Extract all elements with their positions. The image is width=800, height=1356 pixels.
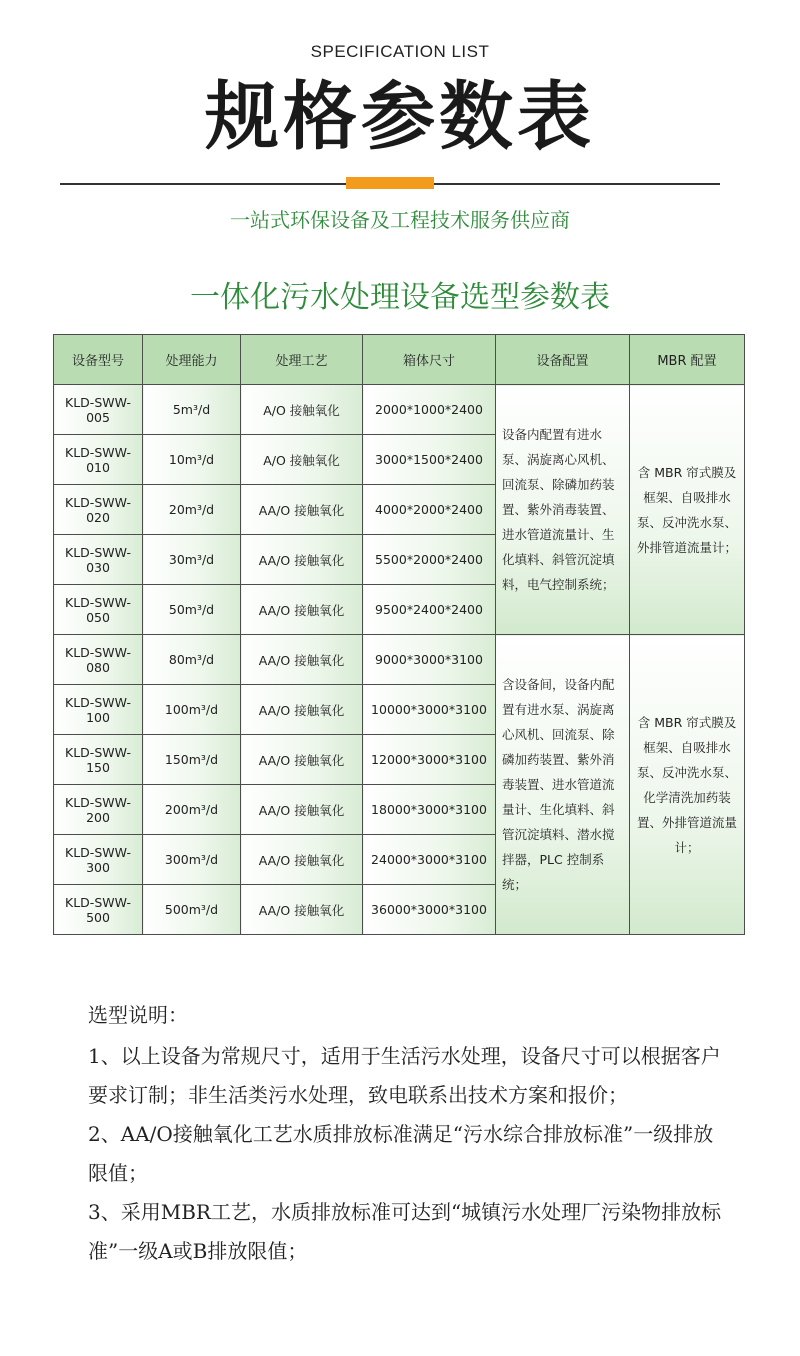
cell-model: KLD-SWW-200 (54, 785, 143, 835)
cell-process: AA/O 接触氧化 (241, 835, 363, 885)
cell-size: 3000*1500*2400 (363, 435, 496, 485)
cell-model: KLD-SWW-005 (54, 385, 143, 435)
selection-notes (88, 996, 728, 1271)
cell-size: 4000*2000*2400 (363, 485, 496, 535)
cell-model: KLD-SWW-500 (54, 885, 143, 935)
column-header-capacity: 处理能力 (143, 335, 241, 385)
cell-process: AA/O 接触氧化 (241, 735, 363, 785)
column-header-model: 设备型号 (54, 335, 143, 385)
cell-process: AA/O 接触氧化 (241, 785, 363, 835)
cell-process: AA/O 接触氧化 (241, 685, 363, 735)
cell-size: 9000*3000*3100 (363, 635, 496, 685)
cell-process: A/O 接触氧化 (241, 385, 363, 435)
column-header-process: 处理工艺 (241, 335, 363, 385)
cell-model: KLD-SWW-020 (54, 485, 143, 535)
cell-size: 2000*1000*2400 (363, 385, 496, 435)
column-header-mbr: MBR 配置 (630, 335, 745, 385)
cell-capacity: 150m³/d (143, 735, 241, 785)
cell-capacity: 80m³/d (143, 635, 241, 685)
cell-capacity: 100m³/d (143, 685, 241, 735)
cell-capacity: 200m³/d (143, 785, 241, 835)
note-item: 3、采用MBR工艺，水质排放标准可达到“城镇污水处理厂污染物排放标准”一级A或B排放限值； (88, 1200, 722, 1263)
cell-model: KLD-SWW-050 (54, 585, 143, 635)
cell-size: 9500*2400*2400 (363, 585, 496, 635)
note-item: 2、AA/O接触氧化工艺水质排放标准满足“污水综合排放标准”一级排放限值； (88, 1122, 714, 1185)
cell-capacity: 5m³/d (143, 385, 241, 435)
cell-process: AA/O 接触氧化 (241, 885, 363, 935)
table-header-row (54, 335, 745, 385)
cell-mbr-group-2: 含 MBR 帘式膜及框架、自吸排水泵、反冲洗水泵、化学清洗加药装置、外排管道流量计； (630, 635, 745, 935)
column-header-size: 箱体尺寸 (363, 335, 496, 385)
cell-size: 18000*3000*3100 (363, 785, 496, 835)
cell-config-group-2: 含设备间，设备内配置有进水泵、涡旋离心风机、回流泵、除磷加药装置、紫外消毒装置、进水管道流量计、生化填料、斜管沉淀填料、潜水搅拌器，PLC 控制系统； (496, 635, 630, 935)
cell-size: 36000*3000*3100 (363, 885, 496, 935)
cell-capacity: 500m³/d (143, 885, 241, 935)
eyebrow-text: SPECIFICATION LIST (310, 42, 490, 61)
cell-model: KLD-SWW-010 (54, 435, 143, 485)
cell-process: AA/O 接触氧化 (241, 585, 363, 635)
page-title: 规格参数表 (205, 74, 595, 160)
cell-size: 24000*3000*3100 (363, 835, 496, 885)
cell-capacity: 10m³/d (143, 435, 241, 485)
cell-process: A/O 接触氧化 (241, 435, 363, 485)
cell-model: KLD-SWW-300 (54, 835, 143, 885)
cell-capacity: 50m³/d (143, 585, 241, 635)
table-row (54, 635, 745, 685)
cell-config-group-1: 设备内配置有进水泵、涡旋离心风机、回流泵、除磷加药装置、紫外消毒装置、进水管道流量计、生化填料、斜管沉淀填料，电气控制系统； (496, 385, 630, 635)
cell-model: KLD-SWW-030 (54, 535, 143, 585)
cell-process: AA/O 接触氧化 (241, 535, 363, 585)
note-item: 1、以上设备为常规尺寸，适用于生活污水处理，设备尺寸可以根据客户要求订制；非生活类污水处理，致电联系出技术方案和报价； (88, 1044, 721, 1107)
cell-model: KLD-SWW-080 (54, 635, 143, 685)
cell-size: 5500*2000*2400 (363, 535, 496, 585)
cell-capacity: 20m³/d (143, 485, 241, 535)
cell-capacity: 300m³/d (143, 835, 241, 885)
cell-size: 12000*3000*3100 (363, 735, 496, 785)
column-header-config: 设备配置 (496, 335, 630, 385)
table-row (54, 385, 745, 435)
notes-heading: 选型说明： (88, 1003, 188, 1027)
divider-accent (346, 177, 434, 189)
cell-process: AA/O 接触氧化 (241, 485, 363, 535)
cell-model: KLD-SWW-100 (54, 685, 143, 735)
cell-mbr-group-1: 含 MBR 帘式膜及框架、自吸排水泵、反冲洗水泵、外排管道流量计； (630, 385, 745, 635)
spec-table (53, 334, 745, 935)
table-title: 一体化污水处理设备选型参数表 (190, 280, 610, 315)
cell-process: AA/O 接触氧化 (241, 635, 363, 685)
cell-capacity: 30m³/d (143, 535, 241, 585)
tagline: 一站式环保设备及工程技术服务供应商 (230, 208, 570, 232)
cell-size: 10000*3000*3100 (363, 685, 496, 735)
cell-model: KLD-SWW-150 (54, 735, 143, 785)
